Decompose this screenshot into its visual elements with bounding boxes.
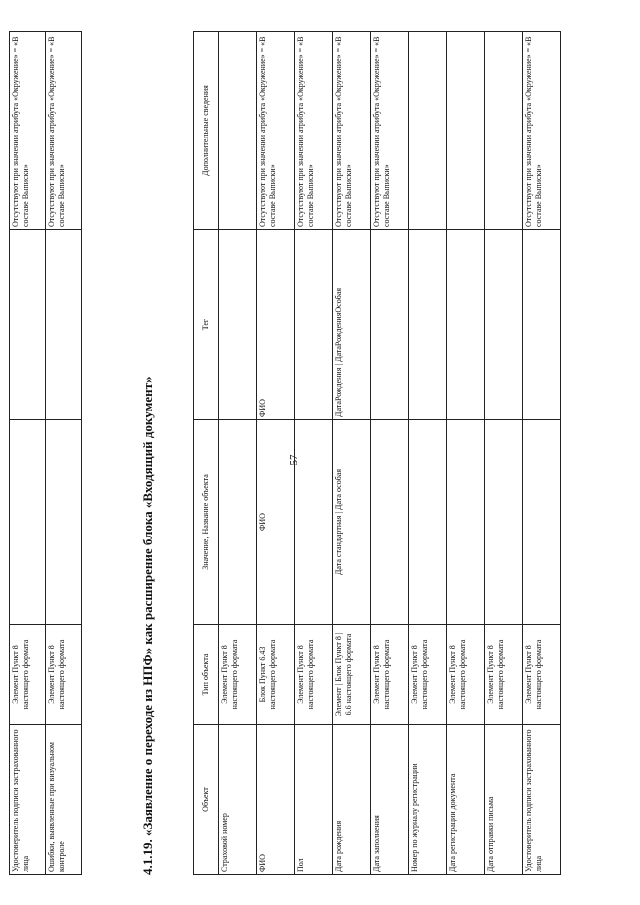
cell-note [219,32,257,230]
table-row [10,32,46,875]
cell-tag: ДатаРождения | ДатаРожденияОсобая [333,230,371,420]
table-row [333,32,371,875]
cell-object: Пол [295,725,333,875]
table-row [409,32,447,875]
cell-tag [10,230,46,420]
cell-object: Дата заполнения [371,725,409,875]
continuation-table [9,31,82,875]
cell-tag [409,230,447,420]
column-header: Объект [194,725,219,875]
cell-object: Номер по журналу регистрации [409,725,447,875]
cell-value [371,420,409,625]
cell-note [409,32,447,230]
cell-value [10,420,46,625]
cell-type: Блок Пункт 6.43 настоящего формата [257,625,295,725]
cell-value: Дата стандартная | Дата особая [333,420,371,625]
cell-note: Отсутствуют при значении атрибута «Окружение» = «В составе Выписки» [523,32,561,230]
cell-tag [371,230,409,420]
cell-object: Дата рождения [333,725,371,875]
cell-tag [485,230,523,420]
column-header: Дополнительные сведения [194,32,219,230]
column-header: Значение, Название объекта [194,420,219,625]
cell-note: Отсутствуют при значении атрибута «Окружение» = «В составе Выписки» [10,32,46,230]
cell-type: Элемент Пункт 8 настоящего формата [485,625,523,725]
cell-note: Отсутствуют при значении атрибута «Окружение» = «В составе Выписки» [333,32,371,230]
cell-object: Удостоверитель подписи застрахованного лица [10,725,46,875]
section-heading: 4.1.19. «Заявление о переходе из НПФ» как расширение блока «Входящий документ» [140,376,155,875]
cell-tag [219,230,257,420]
cell-value [485,420,523,625]
table-row [257,32,295,875]
table-row [523,32,561,875]
page-number: 57 [288,454,300,466]
rotated-page [0,15,640,905]
cell-tag [523,230,561,420]
cell-value [447,420,485,625]
cell-type: Элемент Пункт 8 настоящего формата [10,625,46,725]
column-header: Тип объекта [194,625,219,725]
cell-object: Дата отправки письма [485,725,523,875]
cell-tag [295,230,333,420]
cell-type: Элемент Пункт 8 настоящего формата [46,625,82,725]
cell-note: Отсутствуют при значении атрибута «Окружение» = «В составе Выписки» [46,32,82,230]
cell-type: Элемент Пункт 8 настоящего формата [523,625,561,725]
cell-value [523,420,561,625]
table-row [295,32,333,875]
cell-note: Отсутствуют при значении атрибута «Окружение» = «В составе Выписки» [257,32,295,230]
cell-type: Элемент Пункт 8 настоящего формата [219,625,257,725]
cell-value [409,420,447,625]
cell-object: ФИО [257,725,295,875]
cell-tag: ФИО [257,230,295,420]
table-row [371,32,409,875]
cell-object: Дата регистрации документа [447,725,485,875]
main-table [193,31,561,875]
cell-tag [447,230,485,420]
cell-note: Отсутствуют при значении атрибута «Окружение» = «В составе Выписки» [371,32,409,230]
cell-type: Элемент Пункт 8 настоящего формата [371,625,409,725]
cell-value [46,420,82,625]
cell-type: Элемент Пункт 8 настоящего формата [295,625,333,725]
table-row [485,32,523,875]
column-header: Тег [194,230,219,420]
cell-note [485,32,523,230]
cell-tag [46,230,82,420]
table-row [447,32,485,875]
table-row [46,32,82,875]
table-header-row [194,32,219,875]
cell-note: Отсутствуют при значении атрибута «Окружение» = «В составе Выписки» [295,32,333,230]
cell-object: Страховой номер [219,725,257,875]
cell-object: Удостоверитель подписи застрахованного лица [523,725,561,875]
cell-object: Ошибки, выявленные при визуальном контроле [46,725,82,875]
cell-note [447,32,485,230]
cell-value: ФИО [257,420,295,625]
cell-type: Элемент Пункт 8 настоящего формата [447,625,485,725]
cell-value [295,420,333,625]
cell-type: Элемент | Блок Пункт 8 | 6.6 настоящего формата [333,625,371,725]
cell-value [219,420,257,625]
table-row [219,32,257,875]
cell-type: Элемент Пункт 8 настоящего формата [409,625,447,725]
